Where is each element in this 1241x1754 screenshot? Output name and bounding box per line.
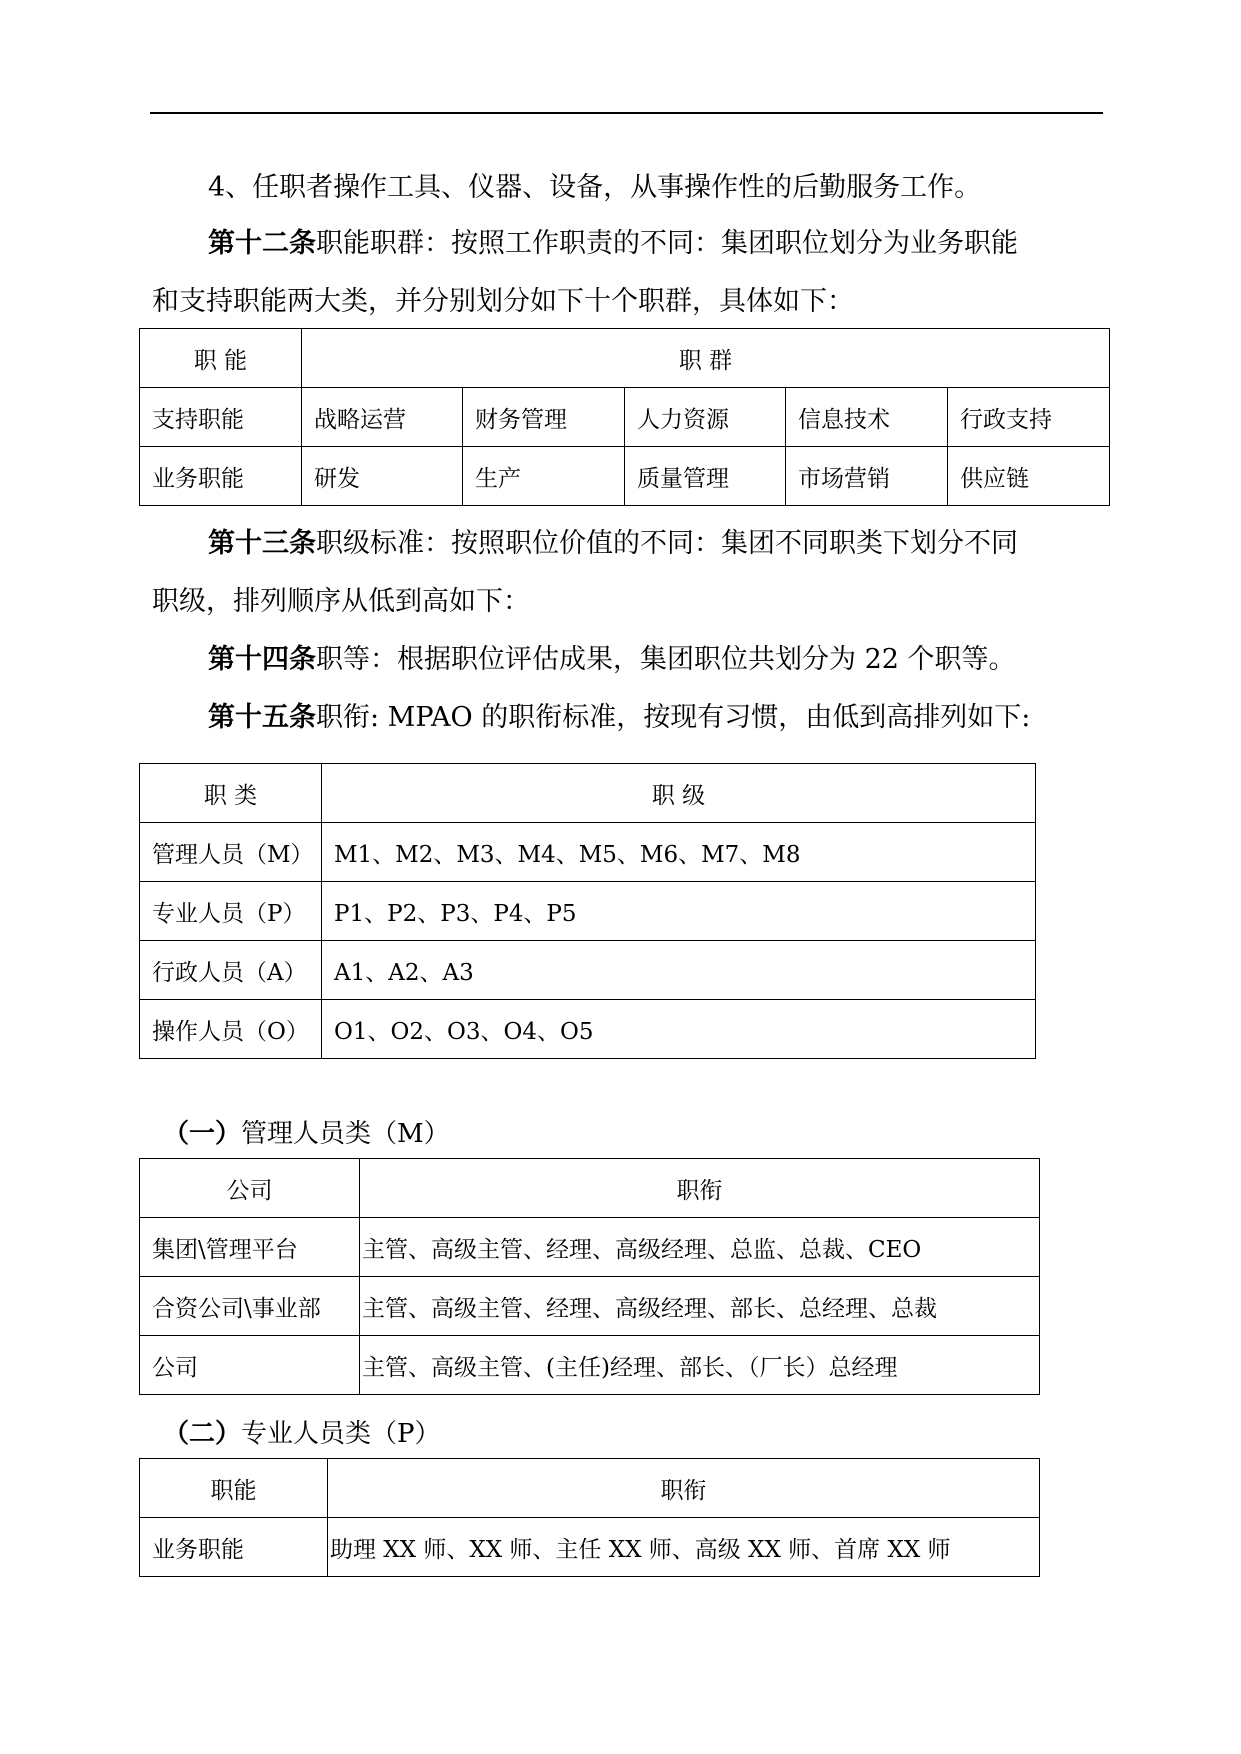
header-function: 职 能 (140, 329, 302, 388)
table-cell: 助理 XX 师、XX 师、主任 XX 师、高级 XX 师、首席 XX 师 (328, 1518, 1040, 1577)
professional-title-table (139, 1458, 1040, 1577)
table-cell: P1、P2、P3、P4、P5 (322, 882, 1036, 941)
table-cell: 专业人员（P） (140, 882, 322, 941)
paragraph-item-4: 4、任职者操作工具、仪器、设备，从事操作性的后勤服务工作。 (208, 172, 982, 203)
table-cell: 主管、高级主管、经理、高级经理、总监、总裁、CEO (360, 1218, 1040, 1277)
table-cell: 质量管理 (625, 447, 786, 506)
header-title: 职衔 (328, 1459, 1040, 1518)
article-12-line2: 和支持职能两大类，并分别划分如下十个职群，具体如下： (152, 286, 854, 317)
table-cell: 主管、高级主管、(主任)经理、部长、（厂长）总经理 (360, 1336, 1040, 1395)
header-rule (150, 112, 1103, 114)
article-14: 第十四条职等：根据职位评估成果，集团职位共划分为 22 个职等。 (208, 644, 1016, 675)
table-cell: 信息技术 (786, 388, 948, 447)
section-1-heading: （一）管理人员类（M） (163, 1119, 450, 1149)
article-15-label: 第十五条 (208, 702, 316, 733)
header-job-category: 职 类 (140, 764, 322, 823)
article-14-label: 第十四条 (208, 644, 316, 675)
header-job-grade: 职 级 (322, 764, 1036, 823)
table-cell: 合资公司\事业部 (140, 1277, 360, 1336)
article-13-label: 第十三条 (208, 528, 316, 559)
table-cell: 战略运营 (302, 388, 463, 447)
table-cell: 生产 (463, 447, 625, 506)
article-15: 第十五条职衔: MPAO 的职衔标准，按现有习惯，由低到高排列如下: (208, 702, 1031, 733)
table-cell: 业务职能 (140, 1518, 328, 1577)
article-12-label: 第十二条 (208, 228, 316, 259)
table-cell: 支持职能 (140, 388, 302, 447)
header-job-family: 职 群 (302, 329, 1110, 388)
table-cell: 公司 (140, 1336, 360, 1395)
table-cell: 财务管理 (463, 388, 625, 447)
table-cell: 操作人员（O） (140, 1000, 322, 1059)
table-cell: 业务职能 (140, 447, 302, 506)
table-cell: 行政人员（A） (140, 941, 322, 1000)
table-cell: M1、M2、M3、M4、M5、M6、M7、M8 (322, 823, 1036, 882)
table-cell: A1、A2、A3 (322, 941, 1036, 1000)
table-cell: 市场营销 (786, 447, 948, 506)
header-title: 职衔 (360, 1159, 1040, 1218)
section-2-heading: （二）专业人员类（P） (163, 1419, 441, 1449)
header-company: 公司 (140, 1159, 360, 1218)
table-cell: 供应链 (948, 447, 1110, 506)
article-13-line2: 职级，排列顺序从低到高如下： (152, 586, 530, 617)
job-family-table (139, 328, 1110, 506)
table-cell: 主管、高级主管、经理、高级经理、部长、总经理、总裁 (360, 1277, 1040, 1336)
table-cell: 集团\管理平台 (140, 1218, 360, 1277)
header-function: 职能 (140, 1459, 328, 1518)
table-cell: 人力资源 (625, 388, 786, 447)
table-cell: 管理人员（M） (140, 823, 322, 882)
job-grade-table (139, 763, 1036, 1059)
table-cell: O1、O2、O3、O4、O5 (322, 1000, 1036, 1059)
article-12-line1: 第十二条职能职群：按照工作职责的不同：集团职位划分为业务职能 (208, 228, 1018, 259)
management-title-table (139, 1158, 1040, 1395)
table-cell: 行政支持 (948, 388, 1110, 447)
table-cell: 研发 (302, 447, 463, 506)
article-13-line1: 第十三条职级标准：按照职位价值的不同：集团不同职类下划分不同 (208, 528, 1018, 559)
